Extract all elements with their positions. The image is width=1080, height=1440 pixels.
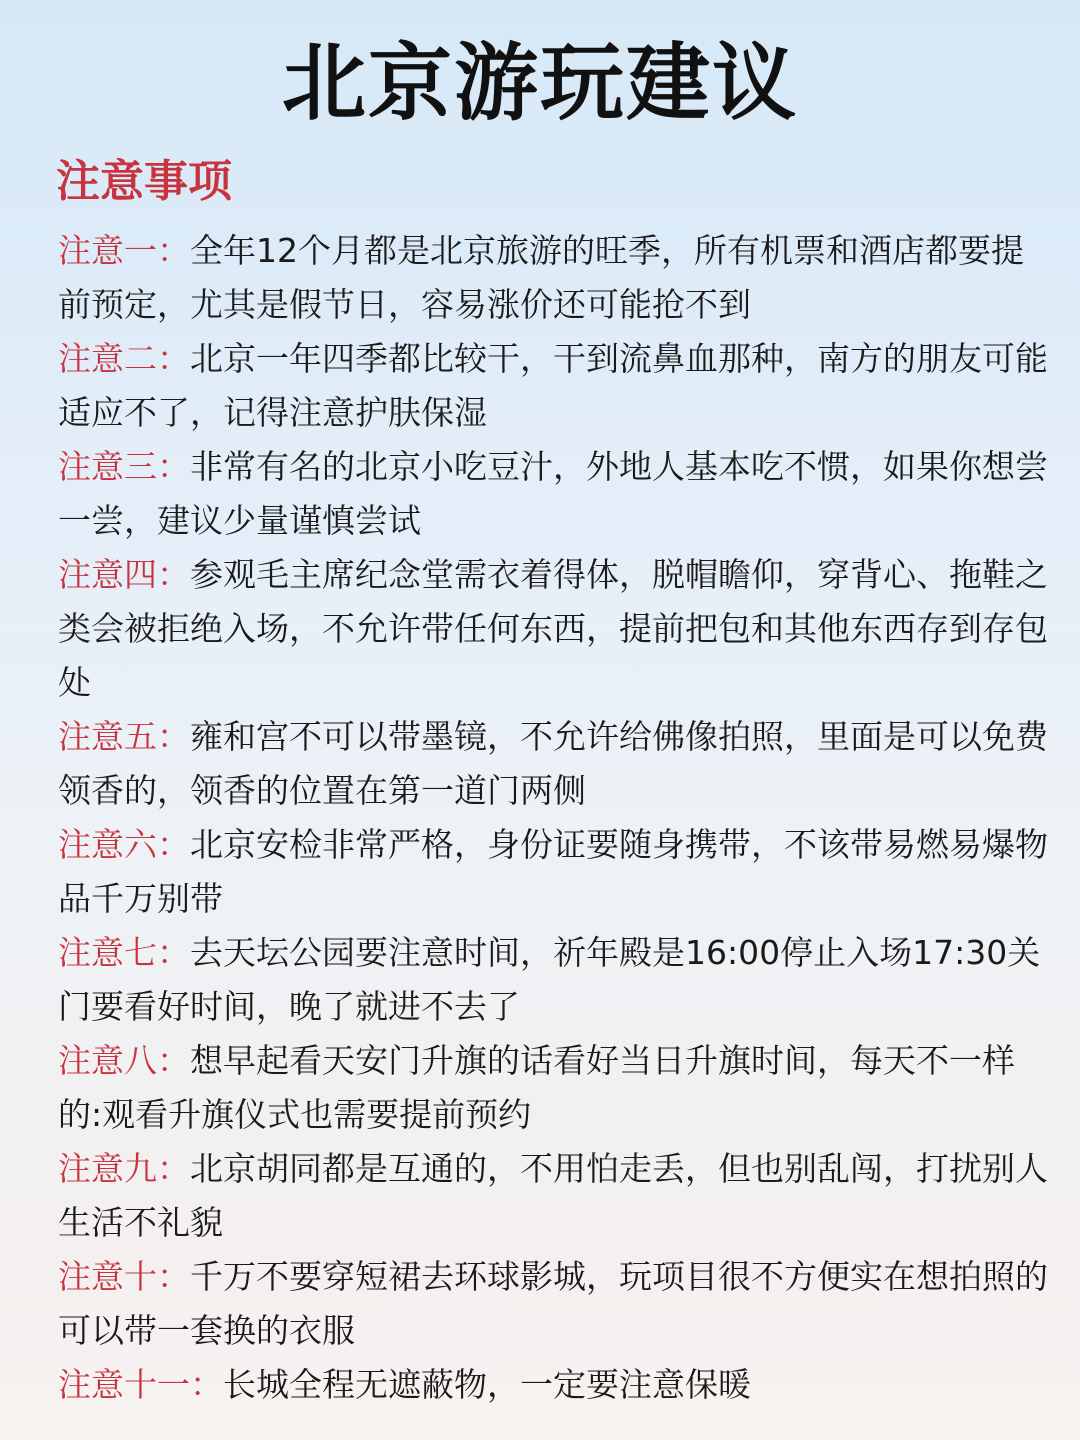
- notice-label: 注意八：: [58, 1041, 190, 1080]
- page-title: 北京游玩建议: [281, 34, 798, 132]
- notice-item-4: [58, 548, 1048, 710]
- notice-label: 注意九：: [58, 1149, 190, 1188]
- notice-item-10: [58, 1250, 1048, 1358]
- notice-text: 全年12个月都是北京旅游的旺季，所有机票和酒店都要提前预定，尤其是假节日，容易涨价还可能抢不到: [58, 231, 1024, 324]
- notice-text: 千万不要穿短裙去环球影城，玩项目很不方便实在想拍照的可以带一套换的衣服: [58, 1257, 1048, 1350]
- notice-item-7: [58, 926, 1048, 1034]
- notice-label: 注意一：: [58, 231, 190, 270]
- notice-label: 注意十：: [58, 1257, 190, 1296]
- notice-item-5: [58, 710, 1048, 818]
- notice-text: 非常有名的北京小吃豆汁，外地人基本吃不惯，如果你想尝一尝，建议少量谨慎尝试: [58, 447, 1048, 540]
- notice-label: 注意六：: [58, 825, 190, 864]
- notice-label: 注意五：: [58, 717, 190, 756]
- notice-text: 参观毛主席纪念堂需衣着得体，脱帽瞻仰，穿背心、拖鞋之类会被拒绝入场，不允许带任何东西，提前把包和其他东西存到存包处: [58, 555, 1048, 702]
- notice-text: 长城全程无遮蔽物，一定要注意保暖: [223, 1365, 751, 1404]
- notice-text: 去天坛公园要注意时间，祈年殿是16:00停止入场17:30关门要看好时间，晚了就进不去了: [58, 933, 1041, 1026]
- notice-label: 注意七：: [58, 933, 190, 972]
- notice-list: [58, 224, 1048, 1412]
- section-heading: 注意事项: [56, 156, 232, 207]
- notice-item-8: [58, 1034, 1048, 1142]
- notice-item-1: [58, 224, 1048, 332]
- notice-text: 北京胡同都是互通的，不用怕走丢，但也别乱闯，打扰别人生活不礼貌: [58, 1149, 1048, 1242]
- notice-item-2: [58, 332, 1048, 440]
- notice-label: 注意十一：: [58, 1365, 223, 1404]
- notice-item-9: [58, 1142, 1048, 1250]
- notice-text: 北京一年四季都比较干，干到流鼻血那种，南方的朋友可能适应不了，记得注意护肤保湿: [58, 339, 1048, 432]
- notice-item-3: [58, 440, 1048, 548]
- notice-label: 注意二：: [58, 339, 190, 378]
- notice-item-11: [58, 1358, 1048, 1412]
- notice-text: 想早起看天安门升旗的话看好当日升旗时间，每天不一样的:观看升旗仪式也需要提前预约: [58, 1041, 1015, 1134]
- notice-label: 注意三：: [58, 447, 190, 486]
- notice-item-6: [58, 818, 1048, 926]
- notice-text: 雍和宫不可以带墨镜，不允许给佛像拍照，里面是可以免费领香的，领香的位置在第一道门两侧: [58, 717, 1048, 810]
- notice-label: 注意四：: [58, 555, 190, 594]
- notice-text: 北京安检非常严格，身份证要随身携带，不该带易燃易爆物品千万别带: [58, 825, 1048, 918]
